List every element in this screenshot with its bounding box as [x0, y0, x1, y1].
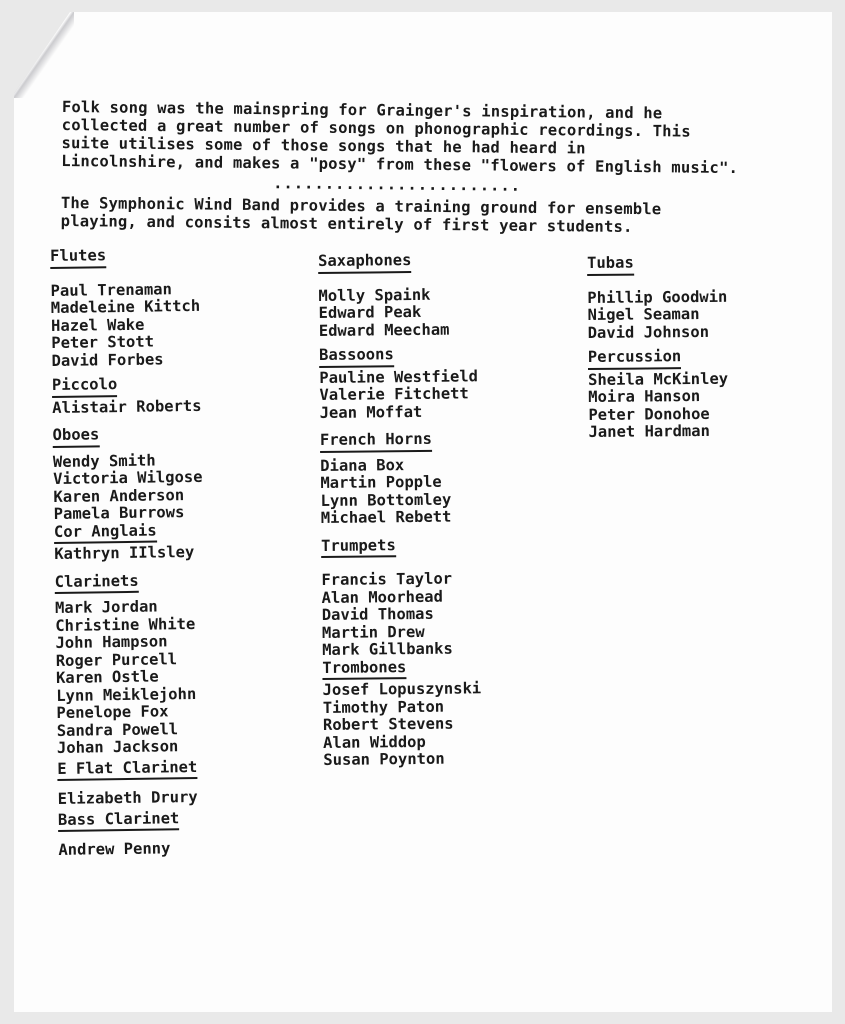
- player-name: Nigel Seaman: [587, 305, 700, 324]
- intro-text: [61, 98, 822, 238]
- section-cor-anglais: [54, 521, 204, 563]
- intro-line: Lincolnshire, and makes a "posy" from these "flowers of English music".: [61, 151, 739, 178]
- section-heading: Trombones: [322, 659, 406, 680]
- player-name: Madeleine Kittch: [50, 296, 201, 317]
- section-piccolo: [52, 375, 202, 417]
- player-name: John Hampson: [55, 632, 168, 652]
- player-name: Molly Spaink: [318, 285, 431, 305]
- player-name: Paul Trenaman: [50, 279, 173, 300]
- player-name: Sandra Powell: [56, 719, 179, 740]
- intro-line: suite utilises some of those songs that he had heard in: [61, 133, 586, 158]
- player-name: Michael Rebett: [320, 507, 452, 527]
- section-bass-clarinet: [58, 809, 208, 859]
- section-heading: E Flat Clarinet: [57, 758, 197, 780]
- section-trombones: [322, 658, 482, 770]
- player-name: Phillip Goodwin: [587, 287, 728, 307]
- player-name: Robert Stevens: [322, 714, 454, 734]
- roster-column-1: [50, 246, 208, 860]
- folded-corner-shadow: [14, 12, 74, 98]
- player-name: Francis Taylor: [321, 569, 453, 589]
- section-e-flat-clarinet: [57, 758, 207, 808]
- section-heading: Oboes: [52, 426, 99, 447]
- section-heading: Trumpets: [321, 537, 396, 558]
- player-name: Karen Ostle: [55, 667, 159, 687]
- roster-column-2: [318, 251, 482, 769]
- player-name: Johan Jackson: [56, 737, 179, 757]
- player-name: Edward Peak: [318, 302, 422, 322]
- section-heading: Bassoons: [319, 346, 394, 367]
- player-name: Diana Box: [320, 455, 405, 475]
- player-name: Alan Moorhead: [321, 587, 444, 607]
- section-heading: Percussion: [588, 348, 682, 369]
- player-name: Peter Donohoe: [588, 404, 710, 424]
- player-name: David Johnson: [587, 322, 710, 342]
- player-name: Pamela Burrows: [53, 503, 185, 523]
- document-page: [14, 12, 832, 1012]
- separator-dots: ........................: [273, 174, 522, 195]
- section-heading: Bass Clarinet: [58, 810, 180, 832]
- roster-column-3: [587, 254, 729, 442]
- player-name: Elizabeth Drury: [57, 787, 198, 808]
- player-name: Martin Drew: [321, 622, 425, 642]
- player-name: Roger Purcell: [55, 649, 178, 670]
- section-oboes: [52, 425, 203, 524]
- player-name: Jean Moffat: [319, 402, 423, 422]
- player-name: Martin Popple: [320, 472, 442, 492]
- player-name: Kathryn IIlsley: [54, 543, 195, 563]
- section-heading: Saxaphones: [318, 252, 412, 273]
- section-heading: Cor Anglais: [54, 522, 157, 544]
- intro-line: Folk song was the mainspring for Grainger's inspiration, and he: [61, 98, 663, 123]
- player-name: Hazel Wake: [50, 315, 145, 335]
- player-name: David Thomas: [321, 604, 434, 624]
- player-name: Timothy Paton: [322, 697, 445, 717]
- section-bassoons: [319, 345, 478, 422]
- player-name: Lynn Meiklejohn: [56, 684, 197, 705]
- player-name: Alistair Roberts: [52, 396, 202, 417]
- player-name: Wendy Smith: [52, 451, 156, 471]
- player-name: Susan Poynton: [323, 749, 445, 769]
- intro-line: collected a great number of songs on phonographic recordings. This: [61, 115, 691, 141]
- section-heading: Piccolo: [52, 376, 118, 397]
- section-heading: Tubas: [587, 255, 634, 276]
- player-name: Sheila McKinley: [588, 369, 729, 389]
- player-name: Pauline Westfield: [319, 366, 479, 387]
- section-heading: Clarinets: [55, 572, 139, 594]
- player-name: Lynn Bottomley: [320, 490, 452, 510]
- player-name: Christine White: [55, 614, 196, 635]
- section-heading: French Horns: [320, 431, 432, 453]
- band-description-line: playing, and consits almost entirely of first year students.: [60, 211, 633, 236]
- section-heading: Flutes: [50, 247, 106, 268]
- player-name: Moira Hanson: [588, 387, 701, 406]
- player-name: Josef Lopuszynski: [322, 679, 482, 699]
- player-name: Mark Gillbanks: [322, 639, 453, 659]
- player-name: Peter Stott: [51, 332, 155, 352]
- player-name: Victoria Wilgose: [53, 467, 203, 488]
- section-french-horns: [320, 430, 480, 527]
- player-name: Valerie Fitchett: [319, 384, 469, 404]
- player-name: David Forbes: [51, 349, 164, 370]
- band-description-line: The Symphonic Wind Band provides a training ground for ensemble: [60, 193, 662, 219]
- player-name: Penelope Fox: [56, 702, 169, 722]
- section-percussion: [588, 348, 729, 442]
- player-name: Alan Widdop: [323, 732, 426, 752]
- section-clarinets: [55, 571, 207, 757]
- player-name: Andrew Penny: [58, 839, 171, 859]
- section-saxophones: [318, 251, 478, 340]
- section-trumpets: [321, 536, 481, 660]
- player-name: Edward Meecham: [318, 320, 450, 340]
- player-name: Mark Jordan: [54, 597, 158, 617]
- player-name: Janet Hardman: [588, 421, 710, 441]
- player-name: Karen Anderson: [53, 485, 185, 506]
- section-tubas: [587, 254, 728, 342]
- section-flutes: [50, 246, 201, 370]
